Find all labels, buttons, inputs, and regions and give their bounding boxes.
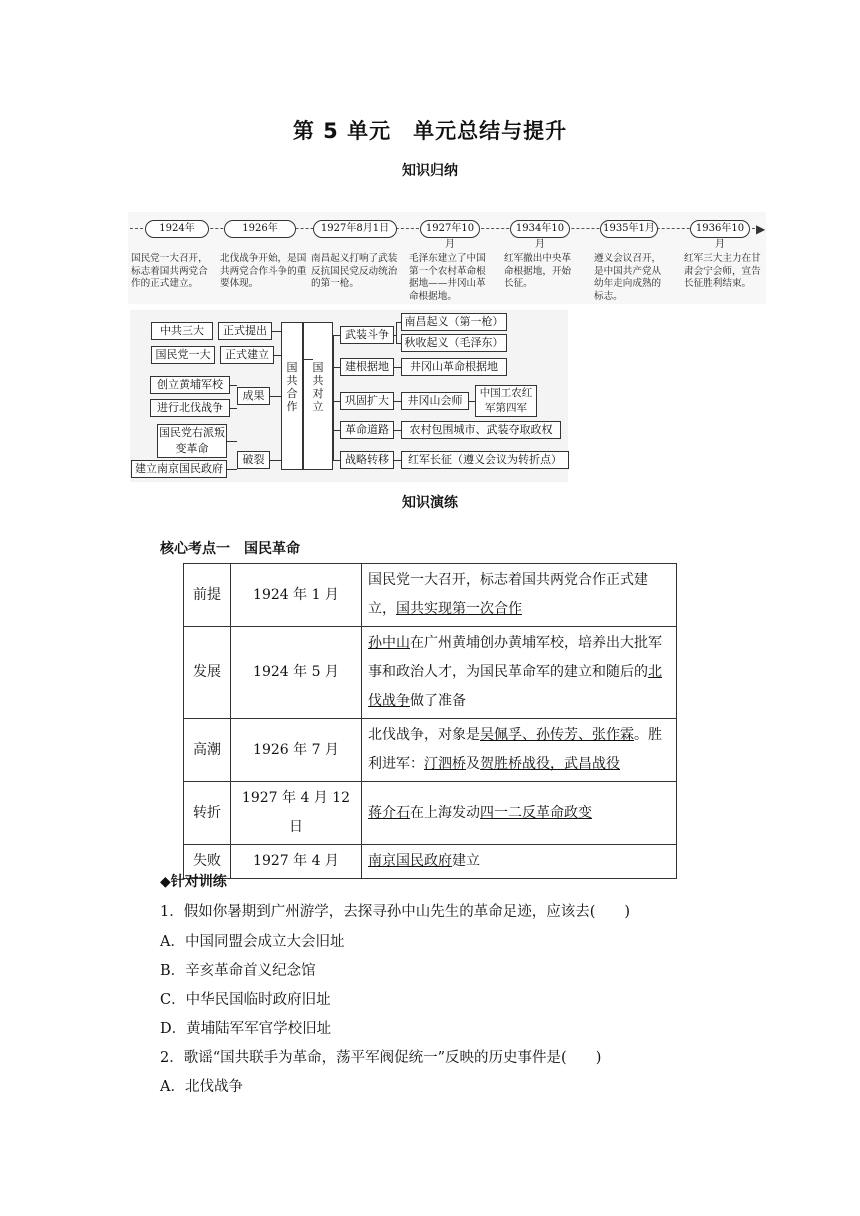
option-a: A．北伐战争: [160, 1079, 243, 1095]
text: 在上海发动: [410, 804, 480, 821]
diagram-node-vertical: 国共合作: [281, 322, 303, 470]
diagram-node: 农村包围城市、武装夺取政权: [401, 421, 561, 439]
table-content: [362, 782, 677, 845]
table-row: [184, 627, 677, 719]
connector: [396, 322, 397, 343]
table-date: 1927 年 4 月 12 日: [231, 782, 362, 845]
timeline-date: 1935年1月: [600, 220, 658, 238]
diagram-node: 井冈山会师: [401, 392, 469, 410]
timeline-date: 1926年: [224, 220, 296, 238]
connector: [230, 385, 237, 386]
connector: [469, 401, 475, 402]
table-date: 1927 年 4 月: [231, 845, 362, 879]
diagram-node: 巩固扩大: [340, 392, 394, 410]
diagram-node: 正式建立: [220, 346, 274, 364]
connector: [270, 460, 282, 461]
question-2: 2．歌谣“国共联手为革命，荡平军阀促统一”反映的历史事件是( ): [160, 1050, 602, 1066]
core-point-heading: 核心考点一 国民革命: [160, 541, 300, 557]
section-practice-heading: 知识演练: [402, 495, 458, 511]
underlined-text: 汀泗桥: [424, 756, 466, 772]
table-row: [184, 564, 677, 627]
table-row: [184, 782, 677, 845]
text: 做了准备: [410, 693, 466, 709]
connector: [394, 430, 401, 431]
diagram-node: 红军长征（遵义会议为转折点）: [401, 451, 569, 469]
option-a: A．中国同盟会成立大会旧址: [160, 934, 345, 950]
diagram-node: 建立南京国民政府: [131, 460, 227, 478]
table-key: 前提: [184, 564, 231, 627]
underlined-text: 孙中山: [368, 635, 410, 651]
diagram-node: 进行北伐战争: [150, 399, 230, 417]
underlined-text: 南京国民政府: [368, 853, 452, 869]
connector: [227, 441, 237, 442]
option-b: B．辛亥革命首义纪念馆: [160, 963, 316, 979]
diagram-node: 建根据地: [340, 358, 394, 376]
text: 在广州黄埔创办黄埔军校，培养出大批军事和政治人才，为国民革命军的建立和随后的: [368, 635, 662, 680]
table-row: [184, 719, 677, 782]
underlined-text: 贺胜桥战役，武昌战役: [480, 756, 620, 772]
table-key: 转折: [184, 782, 231, 845]
revolution-table: [183, 563, 677, 879]
connector: [394, 335, 397, 336]
connector: [333, 367, 340, 368]
timeline-date: 1924年: [145, 220, 209, 238]
table-date: 1926 年 7 月: [231, 719, 362, 782]
underlined-text: 蒋介石: [368, 804, 410, 821]
diagram-node: 武装斗争: [340, 326, 394, 344]
diagram-node: 正式提出: [218, 322, 272, 340]
diagram-node: 成果: [237, 387, 270, 405]
diagram-node: 中共三大: [151, 322, 213, 340]
diagram-node: 创立黄埔军校: [150, 376, 230, 394]
table-date: 1924 年 1 月: [231, 564, 362, 627]
timeline-desc: 南昌起义打响了武装反抗国民党反动统治的第一枪。: [311, 253, 398, 289]
training-heading: ◆针对训练: [160, 874, 227, 890]
connector: [396, 343, 401, 344]
timeline-date: 1936年10月: [690, 220, 750, 238]
table-content: [362, 845, 677, 879]
timeline-desc: 红军三大主力在甘肃会宁会师，宣告长征胜利结束。: [684, 253, 761, 289]
diagram-node: 中国工农红军第四军: [475, 385, 537, 417]
diagram-node: 国民党右派叛变革命: [157, 424, 227, 458]
question-1: 1．假如你暑期到广州游学，去探寻孙中山先生的革命足迹，应该去( ): [160, 904, 631, 920]
diagram-node: 井冈山革命根据地: [401, 358, 507, 376]
connector: [274, 355, 282, 356]
text: 国民党一大召开，标志着国共两党合作正式建立，: [368, 572, 648, 617]
timeline-date: 1927年8月1日: [313, 220, 397, 238]
diagram-node: 破裂: [237, 451, 270, 469]
timeline-desc: 遵义会议召开，是中国共产党从幼年走向成熟的标志。: [594, 253, 662, 302]
diagram-node: 秋收起义（毛泽东）: [401, 334, 507, 352]
connector: [333, 401, 340, 402]
connector: [272, 331, 282, 332]
timeline-desc: 北伐战争开始，是国共两党合作斗争的重要体现。: [220, 253, 307, 289]
connector: [270, 396, 282, 397]
table-key: 发展: [184, 627, 231, 719]
diagram-node: 国民党一大: [151, 346, 215, 364]
underlined-text: 国共实现第一次合作: [396, 601, 522, 617]
text: 。胜利进军：: [368, 727, 662, 772]
page-title: 第 5 单元 单元总结与提升: [292, 119, 568, 143]
connector: [333, 335, 340, 336]
timeline-desc: 红军撤出中央革命根据地，开始长征。: [504, 253, 572, 289]
text: 建立: [452, 853, 480, 869]
text: 及: [466, 756, 480, 772]
diagram-node: 革命道路: [340, 421, 394, 439]
table-content: [362, 627, 677, 719]
timeline-date: 1934年10月: [510, 220, 570, 238]
table-content: [362, 719, 677, 782]
connector: [394, 367, 401, 368]
underlined-text: 吴佩孚、孙传芳、张作霖: [480, 727, 634, 743]
connector: [396, 322, 401, 323]
table-row: [184, 845, 677, 879]
connector: [333, 430, 340, 431]
timeline-desc: 国民党一大召开，标志着国共两党合作的正式建立。: [131, 253, 208, 289]
underlined-text: 北伐战争: [368, 664, 662, 709]
table-key: 失败: [184, 845, 231, 879]
connector: [394, 460, 401, 461]
text: 北伐战争，对象是: [368, 727, 480, 743]
diagram-node-vertical: 国共对立: [303, 322, 333, 470]
connector: [333, 460, 340, 461]
table-key: 高潮: [184, 719, 231, 782]
connector: [333, 335, 334, 461]
option-d: D．黄埔陆军军官学校旧址: [160, 1021, 332, 1037]
diagram-node: 南昌起义（第一枪）: [401, 313, 507, 331]
option-c: C．中华民国临时政府旧址: [160, 992, 331, 1008]
arrow-line: [303, 359, 313, 360]
table-date: 1924 年 5 月: [231, 627, 362, 719]
diagram-node: 战略转移: [340, 451, 394, 469]
connector: [227, 469, 237, 470]
underlined-text: 四一二反革命政变: [480, 804, 592, 821]
connector: [394, 401, 401, 402]
timeline-date: 1927年10月: [420, 220, 480, 238]
timeline-arrow-icon: ▶: [756, 222, 766, 236]
section-knowledge-heading: 知识归纳: [402, 163, 458, 179]
connector: [230, 408, 237, 409]
table-content: [362, 564, 677, 627]
timeline-desc: 毛泽东建立了中国第一个农村革命根据地——井冈山革命根据地。: [409, 253, 486, 302]
